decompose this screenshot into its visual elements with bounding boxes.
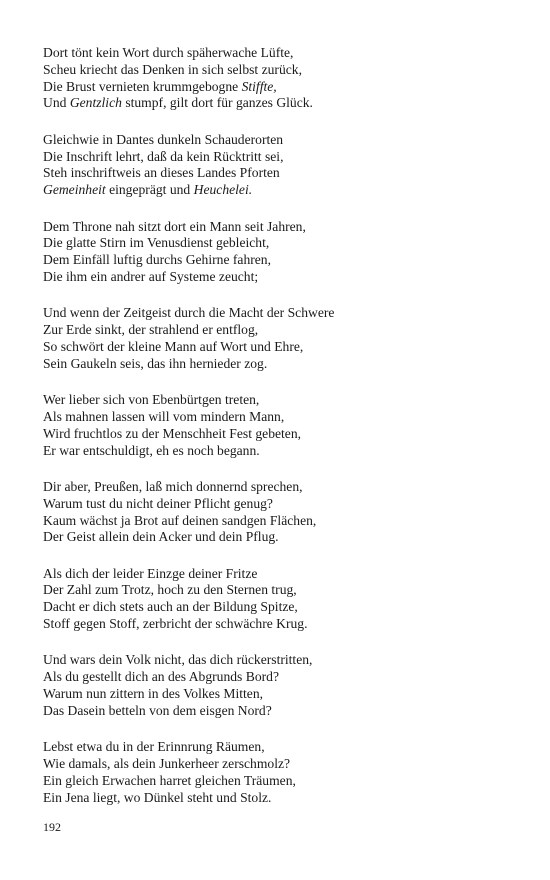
poem-line (43, 529, 513, 546)
poem-line (43, 739, 513, 756)
line-text: Kaum wächst ja Brot auf deinen sandgen Flächen, (43, 512, 317, 528)
line-text: Und wenn der Zeitgeist durch die Macht der Schwere (43, 305, 335, 321)
line-text: Wer lieber sich von Ebenbürtgen treten, (43, 392, 260, 408)
poem-line (43, 426, 513, 443)
poem-line (43, 496, 513, 513)
poem-line (43, 756, 513, 773)
poem-line (43, 235, 513, 252)
line-text: Lebst etwa du in der Erinnrung Räumen, (43, 739, 265, 755)
poem-line (43, 392, 513, 409)
stanza (43, 739, 513, 806)
line-text: Das Dasein betteln von dem eisgen Nord? (43, 702, 272, 718)
line-text: Ein Jena liegt, wo Dünkel steht und Stolz. (43, 789, 272, 805)
poem-line (43, 149, 513, 166)
line-text: Warum nun zittern in des Volkes Mitten, (43, 686, 264, 702)
stanza (43, 652, 513, 719)
poem-line (43, 599, 513, 616)
line-text: eingeprägt und (105, 182, 194, 198)
line-text: Stoff gegen Stoff, zerbricht der schwächre Krug. (43, 616, 308, 632)
stanza (43, 305, 513, 372)
poem-line (43, 409, 513, 426)
poem-text (43, 45, 513, 826)
poem-line (43, 182, 513, 199)
line-text: Die Brust vernieten krummgebogne (43, 78, 242, 94)
stanza (43, 45, 513, 112)
line-text: Und wars dein Volk nicht, das dich rückerstritten, (43, 652, 313, 668)
poem-line (43, 513, 513, 530)
stanza (43, 566, 513, 633)
line-text: Als mahnen lassen will vom mindern Mann, (43, 408, 285, 424)
poem-line (43, 252, 513, 269)
line-text: So schwört der kleine Mann auf Wort und Ehre, (43, 338, 304, 354)
line-text: Der Geist allein dein Acker und dein Pflug. (43, 529, 279, 545)
poem-line (43, 305, 513, 322)
poem-line (43, 790, 513, 807)
poem-line (43, 165, 513, 182)
line-text: Als dich der leider Einzge deiner Fritze (43, 565, 258, 581)
poem-line (43, 703, 513, 720)
poem-line (43, 616, 513, 633)
line-text: Wie damals, als dein Junkerheer zerschmolz? (43, 756, 291, 772)
line-text: Die glatte Stirn im Venusdienst gebleicht, (43, 235, 270, 251)
poem-line (43, 582, 513, 599)
poem-line (43, 95, 513, 112)
line-text: Wird fruchtlos zu der Menschheit Fest gebeten, (43, 425, 302, 441)
line-text: Zur Erde sinkt, der strahlend er entflog, (43, 322, 259, 338)
line-text: Als du gestellt dich an des Abgrunds Bord? (43, 669, 279, 685)
poem-line (43, 669, 513, 686)
line-text: stumpf, gilt dort für ganzes Glück. (121, 95, 313, 111)
line-text: Dacht er dich stets auch an der Bildung Spitze, (43, 599, 298, 615)
line-text: Dem Throne nah sitzt dort ein Mann seit Jahren, (43, 218, 306, 234)
italic-text: Stiffte, (241, 78, 277, 94)
page-number: 192 (43, 820, 61, 834)
poem-line (43, 339, 513, 356)
stanza (43, 392, 513, 459)
stanza (43, 219, 513, 286)
line-text: Dir aber, Preußen, laß mich donnernd sprechen, (43, 478, 303, 494)
line-text: Gleichwie in Dantes dunkeln Schauderorten (43, 131, 284, 147)
line-text: Sein Gaukeln seis, das ihn hernieder zog. (43, 355, 268, 371)
poem-line (43, 652, 513, 669)
line-text: Dem Einfäll luftig durchs Gehirne fahren, (43, 252, 271, 268)
line-text: Die Inschrift lehrt, daß da kein Rücktritt sei, (43, 148, 284, 164)
poem-line (43, 443, 513, 460)
poem-line (43, 79, 513, 96)
poem-line (43, 322, 513, 339)
line-text: Der Zahl zum Trotz, hoch zu den Sternen trug, (43, 582, 297, 598)
italic-text: Gentzlich (69, 95, 122, 111)
line-text: Ein gleich Erwachen harret gleichen Träumen, (43, 772, 296, 788)
poem-line (43, 356, 513, 373)
line-text: Warum tust du nicht deiner Pflicht genug? (43, 495, 273, 511)
poem-line (43, 219, 513, 236)
line-text: Steh inschriftweis an dieses Landes Pforten (43, 165, 280, 181)
line-text: Die ihm ein andrer auf Systeme zeucht; (43, 268, 259, 284)
poem-line (43, 62, 513, 79)
poem-line (43, 269, 513, 286)
poem-line (43, 686, 513, 703)
poem-line (43, 132, 513, 149)
stanza (43, 479, 513, 546)
stanza (43, 132, 513, 199)
line-text: Scheu kriecht das Denken in sich selbst zurück, (43, 61, 302, 77)
poem-line (43, 45, 513, 62)
poem-line (43, 479, 513, 496)
line-text: Dort tönt kein Wort durch späherwache Lüfte, (43, 45, 294, 60)
poem-line (43, 773, 513, 790)
italic-text: Heuchelei. (193, 182, 253, 198)
poem-line (43, 566, 513, 583)
line-text: Und (43, 95, 70, 111)
line-text: Er war entschuldigt, eh es noch begann. (43, 442, 260, 458)
italic-text: Gemeinheit (43, 182, 106, 198)
